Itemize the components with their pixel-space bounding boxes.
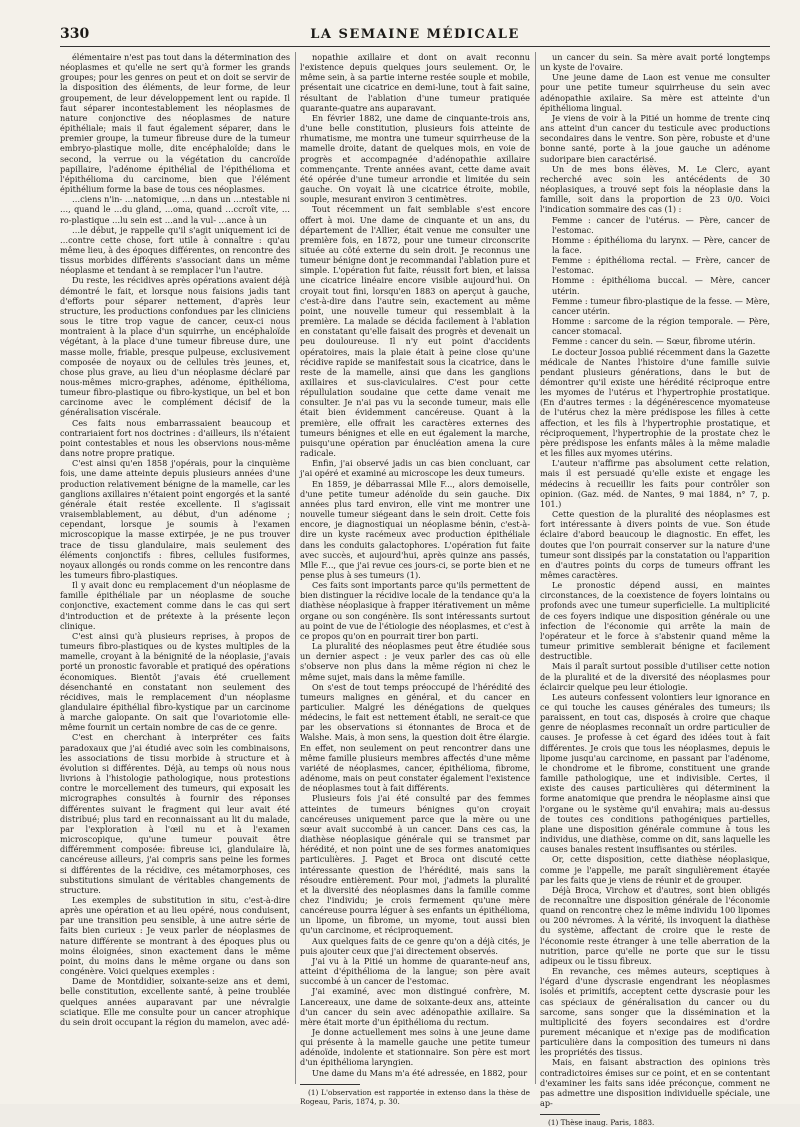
paragraph: Ces faits nous embarrassaient beaucoup et contrariaient fort nos doctrines : d'ailleurs, ils n'étaient point contestables et nous les observions nous-même dans notre propre pratique. (60, 417, 290, 459)
paragraph: Une dame du Mans m'a été adressée, en 1882, pour (312, 1067, 528, 1078)
running-title: LA SEMAINE MÉDICALE (310, 27, 520, 42)
paragraph: C'est en cherchant à interpréter ces faits paradoxaux que j'ai étudié avec soin les combinaisons, les associations de tissu morbide à structure et à évolution si différentes. Déjà, au temps où nous nous livrions à l'histologie pathologique, nous protestions contre le morcellement des tumeurs, qui exposait les micrographes consultés à fournir des réponses différentes suivant le fragment qui leur avait été distribué; plus tard en reconnaissant au lit du malade, par l'exploration à l'œil nu et à l'examen microscopique, qu'une tumeur pouvait être différemment composée: fibreuse ici, glandulaire là, cancéreuse ailleurs, j'ai compris sans peine les formes si différentes de la récidive, ces métamorphoses, ces substitutions simulant de véritables changements de structure. (60, 732, 290, 895)
paragraph: Homme : épithélioma buccal. — Mère, cancer utérin. (552, 275, 770, 296)
paragraph: Il y avait donc eu remplacement d'un néoplasme de famille épithéliale par un néoplasme de souche conjonctive, exactement comme dans le cas qui sert d'introduction et de prétexte à la présente leçon clinique. (60, 580, 290, 631)
paragraph: Le pronostic dépend aussi, en maintes circonstances, de la coexistence de foyers lointains ou profonds avec une tumeur superficielle. La multiplicité de ces foyers indique une disposition générale ou une infection de l'économie qui arrête la main de l'opérateur et le force à s'abstenir quand même la tumeur primitive semblerait bénigne et facilement destructible. (540, 580, 770, 662)
paragraph: Déjà Broca, Virchow et d'autres, sont bien obligés de reconnaître une disposition générale de l'économie quand on rencontre chez le même individu 100 lipomes ou 200 névromes. À la vérité, ils invoquent la diathèse du système, affectant de croire que le reste de l'économie reste étranger à une telle aberration de la nutrition, parce qu'elle ne porte que sur le tissu adipeux ou le tissu fibreux. (540, 884, 770, 966)
paragraph: Mais, en faisant abstraction des opinions très contradictoires émises sur ce point, et en se contentant d'examiner les faits sans idée préconçue, comment ne pas admettre une disposition individuelle spéciale, une ap- (540, 1057, 770, 1109)
paragraph: En février 1882, une dame de cinquante-trois ans, d'une belle constitution, plusieurs fois atteinte de rhumatisme, me montra une tumeur squirrheuse de la mamelle droite, datant de quelques mois, en voie de progrès et accompagnée d'adénopathie axillaire commençante. Trente années avant, cette dame avait été opérée d'une tumeur arrondie et limitée du sein gauche. On voyait là une cicatrice étroite, mobile, souple, mesurant environ 3 centimètres. (300, 112, 530, 205)
paragraph: Femme : cancer du sein. — Sœur, fibrome utérin. (552, 336, 756, 347)
header-rule (60, 46, 770, 47)
paragraph: …ciens n'in- …natomique, …n dans un …ntestable ni …, quand le …du gland, …oma, quand …ccroît vite, …ro-plastique …lu sein est …and la vul- …ance à un (60, 194, 290, 225)
paragraph: Les auteurs confessent volontiers leur ignorance en ce qui touche les causes générales des tumeurs; ils paraissent, en tout cas, disposés à croire que chaque genre de néoplasmes reconnaît un ordre particulier de causes. Je professe à cet égard des idées tout à fait différentes. Je crois que tous les néoplasmes, depuis le lipome jusqu'au carcinome, en passant par l'adénome, le chondrome et le fibrome, constituent une grande famille pathologique, une et indivisible. Certes, il existe des causes particulières qui déterminent la forme anatomique que prendra le néoplasme ainsi que l'organe ou le système qu'il envahira; mais au-dessus de toutes ces conditions pathogéniques partielles, plane une disposition générale commune à tous les individus, une diathèse, comme on dit, sans laquelle les causes banales restent insuffisantes ou stériles. (540, 691, 770, 855)
paragraph: Du reste, les récidives après opérations avaient déjà démontré le fait, et lorsque nous faisions jadis tant d'efforts pour séparer nettement, d'après leur structure, les productions confondues par les cliniciens sous le titre trop vague de cancer, ceux-ci nous montraient à la place d'un squirrhe, un encéphaloïde végétant, à la place d'une tumeur fibreuse dure, une masse molle, friable, presque pulpeuse, exclusivement composée de noyaux ou de cellules très jeunes, et, chose plus grave, au lieu d'un néoplasme déclaré par nous-mêmes micro-graphes, adénome, épithélioma, tumeur fibro-plastique ou fibro-kystique, un bel et bon carcinome avec le complément décisif de la généralisation viscérale. (60, 275, 290, 418)
paragraph: Un de mes bons élèves, M. Le Clerc, ayant recherché avec soin les antécédents de 30 néoplasiques, a trouvé sept fois la néoplasie dans la famille, soit dans la proportion de 23 0/0. Voici l'indication sommaire des cas (1) : (540, 163, 770, 215)
paragraph: nopathie axillaire et dont on avait reconnu l'existence depuis quelques jours seulement. Or, le même sein, à sa partie interne restée souple et mobile, présentait une cicatrice en demi-lune, tout à fait saine, résultant de l'ablation d'une tumeur pratiquée quarante-quatre ans auparavant. (300, 52, 530, 113)
paragraph: Homme : sarcome de la région temporale. — Père, cancer stomacal. (552, 316, 770, 337)
paragraph: C'est ainsi qu'en 1858 j'opérais, pour la cinquième fois, une dame atteinte depuis plusieurs années d'une production relativement bénigne de la mamelle, car les ganglions axillaires n'étaient point engorgés et la santé générale était restée excellente. Il s'agissait vraisemblablement, au début, d'un adénome ; cependant, lorsque je soumis à l'examen microscopique la masse extirpée, je ne pus trouver trace de tissu glandulaire, mais seulement des éléments conjonctifs : fibres, cellules fusiformes, noyaux allongés ou ronds comme on les rencontre dans les tumeurs fibro-plastiques. (60, 458, 290, 580)
paragraph: Enfin, j'ai observé jadis un cas bien concluant, car j'ai opéré et examiné au microscope les deux tumeurs. (300, 458, 530, 479)
paragraph: …le début, je rappelle qu'il s'agit uniquement ici de …contre cette chose, fort utile à connaître : qu'au même lieu, à des époques différentes, on rencontre des tissus morbides différents s'associant dans un même néoplasme et tendant à se remplacer l'un l'autre. (60, 224, 290, 276)
paragraph: L'auteur n'affirme pas absolument cette relation, mais il est persuadé qu'elle existe et engage les médecins à recueillir les faits pour contrôler son opinion. (Gaz. méd. de Nantes, 9 mai 1884, n° 7, p. 101.) (540, 458, 770, 509)
footnote-rule (300, 1084, 360, 1085)
paragraph: Je viens de voir à la Pitié un homme de trente cinq ans atteint d'un cancer du testicule avec productions secondaires dans le ventre. Son père, robuste et d'une bonne santé, porte à la joue gauche un adénome sudoripare bien caractérisé. (540, 112, 770, 164)
text-columns (60, 52, 770, 1127)
paragraph: Je donne actuellement mes soins à une jeune dame qui présente à la mamelle gauche une petite tumeur adénoïde, indolente et stationnaire. Son père est mort d'un épithélioma laryngien. (300, 1027, 530, 1068)
paragraph: Femme : cancer de l'utérus. — Père, cancer de l'estomac. (552, 214, 770, 235)
paragraph: En revanche, ces mêmes auteurs, sceptiques à l'égard d'une dyscrasie engendrant les néoplasmes isolés et primitifs, acceptent cette dyscrasie pour les cas spéciaux de généralisation du cancer ou du sarcome, sans songer que la dissémination et la multiplicité des foyers secondaires est d'ordre purement mécanique et n'exige pas de modification particulière dans la composition des tumeurs ni dans les propriétés des tissus. (540, 966, 770, 1058)
paragraph: Une jeune dame de Laon est venue me consulter pour une petite tumeur squirrheuse du sein avec adénopathie axilaire. Sa mère est atteinte d'un épithélioma lingual. (540, 72, 770, 113)
column-middle (300, 52, 530, 1106)
paragraph: Mais il paraît surtout possible d'utiliser cette notion de la pluralité et de la diversité des néoplasmes pour éclaircir quelque peu leur étiologie. (540, 661, 770, 692)
paragraph: Femme : tumeur fibro-plastique de la fesse. — Mère, cancer utérin. (552, 295, 770, 316)
paragraph: Cette question de la pluralité des néoplasmes est fort intéressante à divers points de vue. Son étude éclaire d'abord beaucoup le diagnostic. En effet, les doutes que l'on pourrait conserver sur la nature d'une tumeur sont dissipés par la constatation ou l'apparition en d'autres points du corps de tumeurs offrant les mêmes caractères. (540, 509, 770, 580)
paragraph: J'ai vu à la Pitié un homme de quarante-neuf ans, atteint d'épithélioma de la langue; son père avait succombé à un cancer de l'estomac. (300, 955, 530, 987)
column-right (540, 52, 770, 1127)
column-left (60, 52, 290, 1084)
paragraph: En 1859, je débarrassai Mlle F..., alors demoiselle, d'une petite tumeur adénoïde du sein gauche. Dix années plus tard environ, elle vint me montrer une nouvelle tumeur siégeant dans le sein droit. Cette fois encore, je diagnostiquai un néoplasme bénin, c'est-à-dire un kyste racémeux avec production épithéliale dans les conduits galactophores. L'opération fut faite avec succès, et aujourd'hui, après quinze ans passés, Mlle F..., que j'ai revue ces jours-ci, se porte bien et ne pense plus à ses tumeurs (1). (300, 478, 530, 580)
footnote: (1) L'observation est rapportée in extenso dans la thèse de Rogeau, Paris, 1874, p. 30. (300, 1087, 530, 1106)
paragraph: Le docteur Jossoa publié récemment dans la Gazette médicale de Nantes l'histoire d'une famille suivie pendant plusieurs générations, dans le but de démontrer qu'il existe une hérédité réciproque entre les myomes de l'utérus et l'hypertrophie prostatique. (En d'autres termes : la dégénérescence myomateuse de l'utérus chez la mère prédispose les filles à cette affection, et les fils à l'hypertrophie prostatique, et réciproquement, l'hypertrophie de la prostate chez le père prédispose les enfants mâles à la même maladie et les filles aux myomes utérins. (540, 346, 770, 459)
paragraph: Homme : épithélioma du larynx. — Père, cancer de la face. (552, 234, 770, 255)
paragraph: On s'est de tout temps préoccupé de l'hérédité des tumeurs malignes en général, et du cancer en particulier. Malgré les dénégations de quelques médecins, le fait est nettement établi, ne serait-ce que par les observations si étonnantes de Broca et de Walshe. Mais, à mon sens, la question doit être élargie. En effet, non seulement on peut rencontrer dans une même famille plusieurs membres affectés d'une même variété de néoplasmes, cancer, épithélioma, fibrome, adénome, mais on peut constater également l'existence de néoplasmes tout à fait différents. (300, 681, 530, 794)
paragraph: Aux quelques faits de ce genre qu'on a déjà cités, je puis ajouter ceux que j'ai directement observés. (300, 935, 530, 956)
paragraph: La pluralité des néoplasmes peut être étudiée sous un dernier aspect : je veux parler des cas où elle s'observe non plus dans la même région ni chez le même sujet, mais dans la même famille. (300, 641, 530, 682)
paragraph: Dame de Montdidier, soixante-seize ans et demi, belle constitution, excellente santé, à peine troublée quelques années auparavant par une névralgie sciatique. Elle me consulte pour un cancer atrophique du sein droit occupant la région du mamelon, avec adé- (60, 976, 290, 1027)
paragraph: C'est ainsi qu'à plusieurs reprises, à propos de tumeurs fibro-plastiques ou de kystes multiples de la mamelle, croyant à la bénignité de la néoplasie, j'avais porté un pronostic favorable et pratiqué des opérations économiques. Bientôt j'avais été cruellement désenchanté en constatant non seulement des récidives, mais le remplacement d'un néoplasme glandulaire épithélial fibro-kystique par un carcinome à marche galopante. On sait que l'ovariotomie elle-même fournit un certain nombre de cas de ce genre. (60, 630, 290, 733)
paragraph: Tout récemment un fait semblable s'est encore offert à moi. Une dame de cinquante et un ans, du département de l'Allier, était venue me consulter une première fois, en 1872, pour une tumeur circonscrite située au côté externe du sein droit. Je reconnus une tumeur bénigne dont je recommandai l'ablation pure et simple. L'opération fut faite, réussit fort bien, et laissa une cicatrice linéaire encore visible aujourd'hui. On croyait tout fini, lorsqu'en 1883 on aperçut à gauche, c'est-à-dire dans l'autre sein, exactement au même point, une nouvelle tumeur qui ressemblait à la première. La malade se décida facilement à l'ablation en constatant qu'elle faisait des progrès et devenait un peu douloureuse. Il n'y eut point d'accidents opératoires, mais la plaie était à peine close qu'une récidive rapide se manifestait sous la cicatrice, dans le reste de la mamelle, ainsi que dans les ganglions axillaires et sus-claviculaires. C'est pour cette répullulation soudaine que cette dame venait me consulter. Je n'ai pas vu la seconde tumeur, mais elle était bien évidemment cancéreuse. Quant à la première, elle offrait les caractères externes des tumeurs bénignes et elle en eut également la marche, puisqu'une opération par énucléation amena la cure radicale. (300, 204, 530, 459)
footnote: (1) Thèse inaug. Paris, 1883. (548, 1118, 655, 1127)
paragraph: Les exemples de substitution in situ, c'est-à-dire après une opération et au lieu opéré, nous conduisent, par une transition peu sensible, à une autre série de faits bien curieux : Je veux parler de néoplasmes de nature différente se montrant à des époques plus ou moins éloignées, sinon exactement dans le même point, du moins dans le même organe ou dans son congénère. Voici quelques exemples : (60, 894, 290, 977)
paragraph: J'ai examiné, avec mon distingué confrère, M. Lancereaux, une dame de soixante-deux ans, atteinte d'un cancer du sein avec adénopathie axillaire. Sa mère était morte d'un épithélioma du rectum. (300, 986, 530, 1027)
page-header (60, 26, 770, 46)
paragraph: Ces faits sont importants parce qu'ils permettent de bien distinguer la récidive locale de la tendance qu'a la diathèse néoplasique à frapper itérativement un même organe ou son congénère. Ils sont intéressants surtout au point de vue de l'étiologie des néoplasmes, et c'est à ce propos qu'on en pourrait tirer bon parti. (300, 580, 530, 641)
paragraph: Plusieurs fois j'ai été consulté par des femmes atteintes de tumeurs bénignes qu'on croyait cancéreuses uniquement parce que la mère ou une sœur avait succombé à un cancer. Dans ces cas, la diathèse néoplasique générale qui se transmet par hérédité, et non point une de ses formes anatomiques particulières. J. Paget et Broca ont discuté cette intéressante question de l'hérédité, mais sans la résoudre entièrement. Pour moi, j'admets la pluralité et la diversité des néoplasmes dans la famille comme chez l'individu; je crois fermement qu'une mère cancéreuse pourra léguer à ses enfants un épithélioma, un lipome, un fibrome, un myome, tout aussi bien qu'un carcinome, et réciproquement. (300, 793, 530, 936)
paragraph: Femme : épithélioma rectal. — Frère, cancer de l'estomac. (552, 255, 770, 276)
paragraph: Or, cette disposition, cette diathèse néoplasique, comme je l'appelle, me paraît singulièrement étayée par les faits que je viens de réunir et de grouper. (540, 854, 770, 885)
paragraph: un cancer du sein. Sa mère avait porté longtemps un kyste de l'ovaire. (540, 52, 770, 73)
footnote-rule (540, 1114, 600, 1115)
page-number: 330 (60, 26, 90, 42)
paragraph: élémentaire n'est pas tout dans la détermination des néoplasmes et qu'elle ne sert qu'à former les grands groupes; pour les genres on peut et on doit se servir de la disposition des éléments, de leur forme, de leur groupement, de leur développement lent ou rapide. Il faut séparer incontestablement les néoplasmes de nature conjonctive des néoplasmes de nature épithéliale; mais il faut également séparer, dans le premier groupe, la tumeur fibreuse dure de la tumeur embryo-plastique molle, dite encéphaloïde; dans le second, la verrue ou la végétation du cancroïde papillaire, l'adénome épithélial de l'épithélioma et l'épithélioma du carcinome, bien que l'élément épithélium forme la base de tous ces néoplasmes. (60, 52, 290, 195)
